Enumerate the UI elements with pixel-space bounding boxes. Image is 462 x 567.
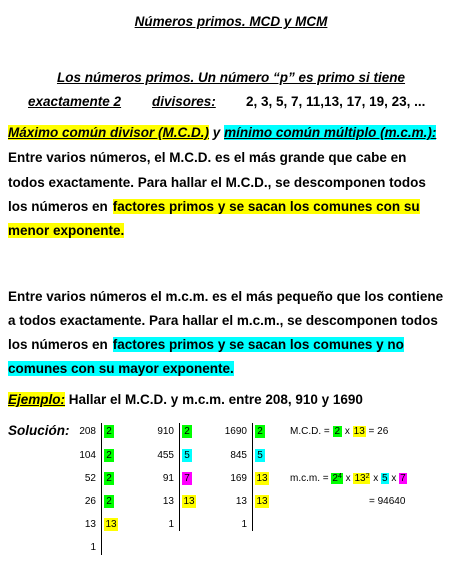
mcd-line-3 (8, 199, 450, 214)
mcd-heading (8, 125, 436, 140)
mcm-line-2 (8, 313, 450, 328)
col1-value: 104 (79, 450, 96, 461)
col2-value: 1 (168, 519, 174, 530)
col1-factor: 2 (104, 472, 114, 485)
col1-value: 208 (79, 426, 96, 437)
primes-list: 2, 3, 5, 7, 11,13, 17, 19, 23, ... (246, 94, 426, 109)
col3-value: 1 (241, 519, 247, 530)
mcd-result-value: = 26 (368, 426, 389, 437)
mcd-line-2 (8, 175, 450, 190)
mcm-factor: 13 (354, 473, 366, 484)
col1-value: 1 (90, 542, 96, 553)
mcm-factor: 2 (332, 473, 338, 484)
example-label: Ejemplo: (8, 392, 66, 407)
col3-factor: 2 (255, 425, 265, 438)
col2-value: 455 (157, 450, 174, 461)
times-sign: x (373, 473, 379, 484)
mcd-line-1 (8, 150, 450, 165)
col2-factor: 13 (183, 496, 195, 507)
col3-value: 845 (230, 450, 247, 461)
mcm-result-label: m.c.m. = (290, 473, 329, 484)
col3-value: 13 (235, 496, 247, 507)
mcm-line-3-a: los números en (8, 337, 108, 352)
col2-factor: 5 (182, 449, 192, 462)
col1-factor: 2 (104, 495, 114, 508)
col2-divider (179, 423, 180, 531)
mcd-heading-mcd: Máximo común divisor (M.C.D.) (8, 125, 210, 140)
col3-factor: 5 (255, 449, 265, 462)
col1-value: 13 (84, 519, 96, 530)
mcm-factor: 7 (400, 473, 406, 484)
mcd-line-4 (8, 223, 450, 238)
mcd-line-4-text: menor exponente. (8, 223, 125, 238)
mcm-line-4-text: comunes con su mayor exponente. (8, 361, 234, 376)
primes-exactly: exactamente 2 (28, 94, 122, 109)
page-title: Números primos. MCD y MCM (134, 14, 328, 29)
col1-divider (101, 423, 102, 555)
col1-factor: 2 (104, 425, 114, 438)
example-line (8, 392, 363, 407)
mcd-factor: 13 (353, 426, 365, 437)
col3-value: 169 (230, 473, 247, 484)
col2-value: 91 (162, 473, 174, 484)
solution-label: Solución: (8, 423, 70, 438)
mcm-result (290, 473, 407, 484)
primes-line-1: Los números primos. Un número “p” es primo si tiene (56, 70, 406, 85)
mcm-line-1-text: Entre varios números el m.c.m. es el más pequeño que los contiene (8, 289, 444, 304)
col2-factor: 2 (182, 425, 192, 438)
mcm-line-1 (8, 289, 450, 304)
mcd-line-3-b: factores primos y se sacan los comunes con su (112, 199, 420, 214)
mcd-line-3-a: los números en (8, 199, 108, 214)
times-sign: x (345, 473, 351, 484)
mcd-result-label: M.C.D. = (290, 426, 330, 437)
mcm-line-4 (8, 361, 450, 376)
col2-value: 13 (162, 496, 174, 507)
mcd-factor: 2 (334, 426, 341, 437)
col3-divider (252, 423, 253, 531)
primes-divisors: divisores: (152, 94, 216, 109)
mcm-line-3-b: factores primos y se sacan los comunes y no (112, 337, 404, 352)
mcm-exponent: 2 (365, 473, 370, 480)
col3-factor: 13 (256, 496, 268, 507)
col1-value: 26 (84, 496, 96, 507)
mcd-line-1-text: Entre varios números, el M.C.D. es el más grande que cabe en (8, 150, 407, 165)
mcd-heading-and: y (212, 125, 221, 140)
mcd-result (290, 426, 388, 437)
col1-factor: 2 (104, 449, 114, 462)
col3-value: 1690 (224, 426, 247, 437)
col1-factor: 13 (105, 519, 117, 530)
mcm-exponent: 4 (337, 473, 342, 480)
example-text: Hallar el M.C.D. y m.c.m. entre 208, 910 y 1690 (68, 392, 363, 407)
mcd-line-2-text: todos exactamente. Para hallar el M.C.D., se descomponen todos (8, 175, 426, 190)
col2-factor: 7 (182, 472, 192, 485)
mcm-factor: 5 (382, 473, 388, 484)
times-sign: x (344, 426, 350, 437)
col1-value: 52 (84, 473, 96, 484)
mcm-line-3 (8, 337, 450, 352)
col3-factor: 13 (256, 473, 268, 484)
times-sign: x (391, 473, 397, 484)
mcm-result-value: = 94640 (369, 496, 406, 507)
mcm-line-2-text: a todos exactamente. Para hallar el m.c.m., se descomponen todos (8, 313, 438, 328)
mcd-heading-mcm: mínimo común múltiplo (m.c.m.): (224, 125, 437, 140)
col2-value: 910 (157, 426, 174, 437)
